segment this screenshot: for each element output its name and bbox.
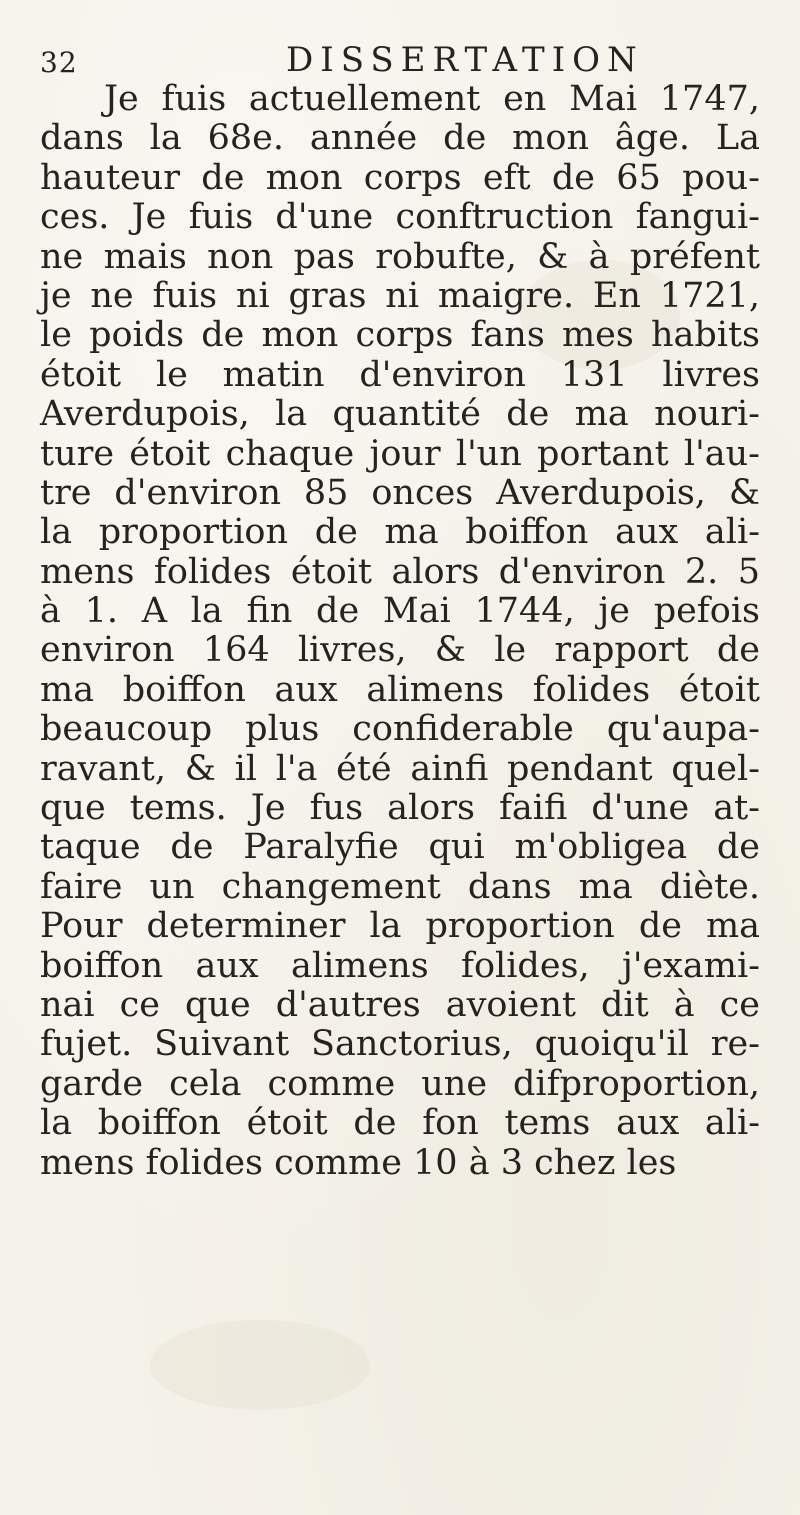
text-line: taque de Paralyfie qui m'obligea de [40, 827, 760, 868]
text-line: beaucoup plus confiderable qu'aupa- [40, 709, 760, 750]
page-header [40, 34, 760, 78]
text-line: hauteur de mon corps eft de 65 pou- [40, 157, 760, 198]
text-line: mens folides étoit alors d'environ 2. 5 [40, 551, 760, 592]
text-line: boiffon aux alimens folides, j'exami- [40, 945, 760, 986]
text-line: étoit le matin d'environ 131 livres [40, 354, 760, 395]
text-line: fujet. Suivant Sanctorius, quoiqu'il re- [40, 1024, 760, 1065]
text-line: Pour determiner la proportion de ma [40, 906, 760, 947]
text-line: faire un changement dans ma diète. [40, 866, 760, 907]
text-line: dans la 68e. année de mon âge. La [40, 118, 760, 159]
page-number: 32 [40, 46, 78, 79]
text-line: le poids de mon corps fans mes habits [40, 315, 760, 356]
text-line: que tems. Je fus alors faifi d'une at- [40, 788, 760, 829]
text-line: à 1. A la fin de Mai 1744, je pefois [40, 591, 760, 632]
text-line: ces. Je fuis d'une conftruction fangui- [40, 197, 760, 238]
text-line: je ne fuis ni gras ni maigre. En 1721, [40, 275, 760, 316]
text-line: ne mais non pas robufte, & à préfent [40, 236, 760, 277]
text-line: Je fuis actuellement en Mai 1747, [104, 79, 760, 119]
body-paragraph [40, 80, 760, 1183]
text-line: Averdupois, la quantité de ma nouri- [40, 394, 760, 435]
text-line: mens folides comme 10 à 3 chez les [40, 1142, 677, 1183]
text-line: garde cela comme une difproportion, [40, 1063, 760, 1104]
text-line: ravant, & il l'a été ainfi pendant quel- [40, 748, 760, 789]
paper-stain [150, 1320, 370, 1410]
text-line: ma boiffon aux alimens folides étoit [40, 669, 760, 710]
text-line: ture étoit chaque jour l'un portant l'au- [40, 433, 760, 474]
running-head: DISSERTATION [286, 40, 644, 80]
text-line: tre d'environ 85 onces Averdupois, & [40, 472, 760, 513]
text-line: nai ce que d'autres avoient dit à ce [40, 984, 760, 1025]
text-line: environ 164 livres, & le rapport de [40, 630, 760, 671]
text-line: la proportion de ma boiffon aux ali- [40, 512, 760, 553]
text-line: la boiffon étoit de fon tems aux ali- [40, 1103, 760, 1144]
